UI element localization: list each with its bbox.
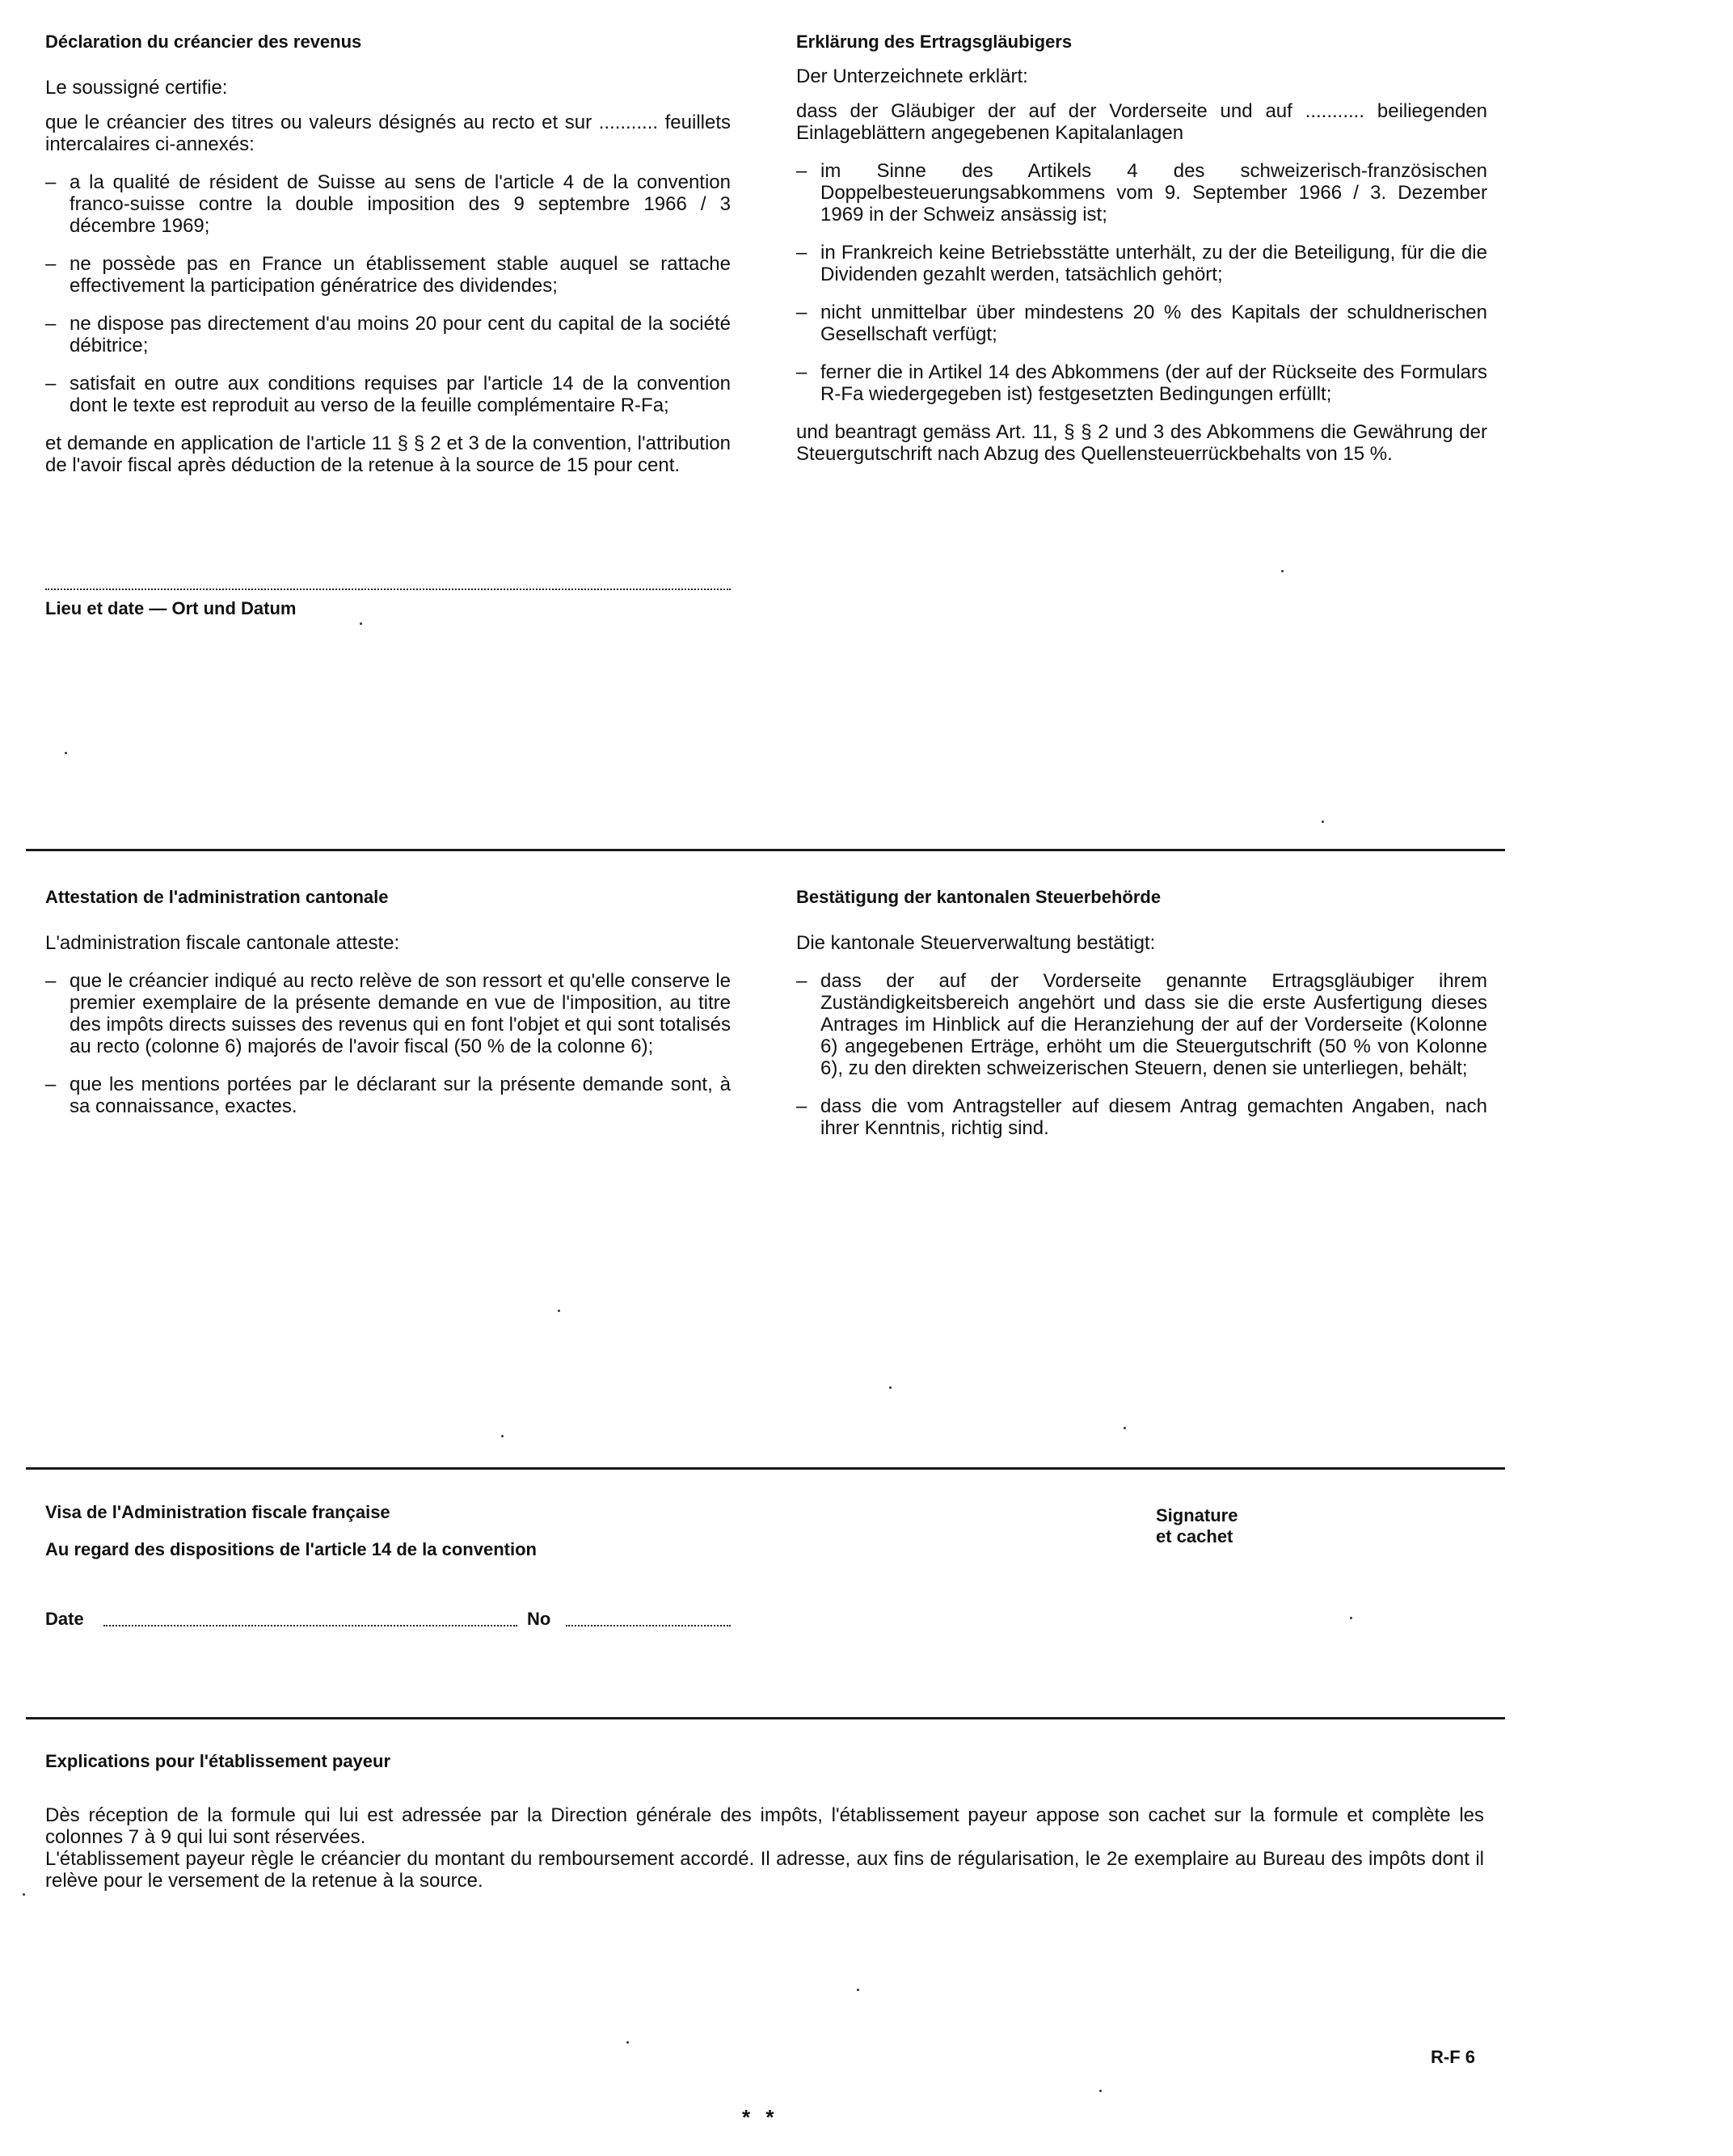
scan-speck [1124, 1427, 1126, 1429]
divider-2 [26, 1467, 1505, 1470]
declaration-fr [45, 31, 731, 487]
explanations-p2: L'établissement payeur règle le créancier du montant du remboursement accordé. Il adresse, aux fins de régularisation, le 2e exemplaire au Bureau des impôts dont il relève pour le versement de la retenue à la source. [45, 1848, 1484, 1892]
scan-speck [501, 1435, 504, 1437]
scan-speck [1322, 821, 1324, 823]
visa-date-label: Date [45, 1609, 84, 1629]
attestation-fr-list [45, 970, 731, 1117]
declaration-fr-item-3: – ne dispose pas directement d'au moins 20 pour cent du capital de la société débitrice; [45, 313, 731, 357]
scan-speck [626, 2041, 629, 2044]
scan-speck [1099, 2090, 1102, 2092]
declaration-fr-item-2: – ne possède pas en France un établissement stable auquel se rattache effectivement la participation génératrice des dividendes; [45, 253, 731, 297]
declaration-de-closing: und beantragt gemäss Art. 11, § § 2 und 3 des Abkommens die Gewährung der Steuergutschrift nach Abzug des Quellensteuerrückbehalts von 15 %. [796, 421, 1487, 465]
divider-3 [26, 1717, 1505, 1719]
attestation-de [796, 886, 1487, 1155]
declaration-fr-title: Déclaration du créancier des revenus [45, 32, 362, 52]
declaration-de-item-1: – im Sinne des Artikels 4 des schweizerisch-französischen Doppelbesteuerungsabkommens vom 9. September 1966 / 3. Dezember 1969 in der Schweiz ansässig ist; [796, 160, 1487, 226]
declaration-de [796, 31, 1487, 476]
attestation-fr-intro: L'administration fiscale cantonale atteste: [45, 932, 400, 954]
visa-subtitle: Au regard des dispositions de l'article 14 de la convention [45, 1539, 537, 1559]
scan-speck [1281, 570, 1284, 572]
scan-speck [1350, 1617, 1352, 1619]
scan-speck [23, 1893, 25, 1896]
declaration-de-item-2: – in Frankreich keine Betriebsstätte unterhält, zu der die Beteiligung, für die die Dividenden gezahlt werden, tatsächlich gehört; [796, 242, 1487, 285]
explanations-title: Explications pour l'établissement payeur [45, 1751, 391, 1771]
scan-speck [360, 622, 362, 625]
declaration-de-lead: dass der Gläubiger der auf der Vorderseite und auf ........... beiliegenden Einlageblättern angegebenen Kapitalanlagen [796, 100, 1487, 144]
attestation-de-title: Bestätigung der kantonalen Steuerbehörde [796, 887, 1162, 907]
declaration-de-item-3: – nicht unmittelbar über mindestens 20 % des Kapitals der schuldnerischen Gesellschaft verfügt; [796, 302, 1487, 345]
scan-speck [65, 752, 67, 754]
declaration-de-list [796, 160, 1487, 405]
attestation-de-list [796, 970, 1487, 1139]
scan-speck [558, 1310, 560, 1312]
explanations-body [45, 1804, 1484, 1892]
attestation-fr-item-2: – que les mentions portées par le déclarant sur la présente demande sont, à sa connaissance, exactes. [45, 1074, 731, 1117]
declaration-fr-closing: et demande en application de l'article 11 § § 2 et 3 de la convention, l'attribution de l'avoir fiscal après déduction de la retenue à la source de 15 pour cent. [45, 432, 731, 476]
declaration-fr-item-1: – a la qualité de résident de Suisse au sens de l'article 4 de la convention franco-suisse contre la double imposition des 9 septembre 1966 / 3 décembre 1969; [45, 171, 731, 237]
declaration-fr-lead: que le créancier des titres ou valeurs désignés au recto et sur ........... feuillets intercalaires ci-annexés: [45, 112, 731, 155]
visa-title: Visa de l'Administration fiscale française [45, 1502, 390, 1522]
attestation-fr-item-1: – que le créancier indiqué au recto relève de son ressort et qu'elle conserve le premier exemplaire de la présente demande en vue de l'imposition, au titre des impôts directs suisses des revenus qui en font l'objet et qui sont totalisés au recto (colonne 6) majorés de l'avoir fiscal (50 % de la colonne 6); [45, 970, 731, 1057]
place-date-label: Lieu et date — Ort und Datum [45, 598, 297, 618]
explanations-p1: Dès réception de la formule qui lui est adressée par la Direction générale des impôts, l'établissement payeur appose son cachet sur la formule et complète les colonnes 7 à 9 qui lui sont réservées. [45, 1804, 1484, 1848]
signature-line1: Signature [1156, 1505, 1238, 1525]
visa-no-label: No [527, 1609, 551, 1629]
scan-speck [889, 1386, 892, 1389]
footer-asterisks: * * [742, 2105, 779, 2129]
signature-line2: et cachet [1156, 1526, 1233, 1546]
form-code: R-F 6 [1431, 2047, 1475, 2067]
signature-label [1156, 1505, 1238, 1547]
declaration-fr-list [45, 171, 731, 416]
attestation-de-item-1: – dass der auf der Vorderseite genannte Ertragsgläubiger ihrem Zuständigkeitsbereich angehört und dass sie die erste Ausfertigung dieses Antrages im Hinblick auf die Heranziehung der auf der Vorderseite (Kolonne 6) angegebenen Erträge, erhöht um die Steuergutschrift (50 % von Kolonne 6), zu den direkten schweizerischen Steuern, denen sie unterliegen, behält; [796, 970, 1487, 1079]
scan-speck [857, 1989, 859, 1991]
attestation-de-item-2: – dass die vom Antragsteller auf diesem Antrag gemachten Angaben, nach ihrer Kenntnis, richtig sind. [796, 1095, 1487, 1139]
declaration-de-item-4: – ferner die in Artikel 14 des Abkommens (der auf der Rückseite des Formulars R-Fa wiedergegeben ist) festgesetzten Bedingungen erfüllt; [796, 361, 1487, 405]
divider-1 [26, 849, 1505, 851]
attestation-de-intro: Die kantonale Steuerverwaltung bestätigt: [796, 932, 1156, 954]
place-date-line[interactable] [45, 589, 731, 590]
attestation-fr [45, 886, 731, 1133]
declaration-fr-item-4: – satisfait en outre aux conditions requises par l'article 14 de la convention dont le texte est reproduit au verso de la feuille complémentaire R-Fa; [45, 373, 731, 416]
declaration-fr-intro: Le soussigné certifie: [45, 77, 228, 99]
declaration-de-title: Erklärung des Ertragsgläubigers [796, 32, 1073, 52]
visa-date-field[interactable] [103, 1625, 517, 1626]
declaration-de-intro: Der Unterzeichnete erklärt: [796, 65, 1028, 87]
attestation-fr-title: Attestation de l'administration cantonale [45, 887, 389, 907]
visa-no-field[interactable] [566, 1625, 731, 1626]
